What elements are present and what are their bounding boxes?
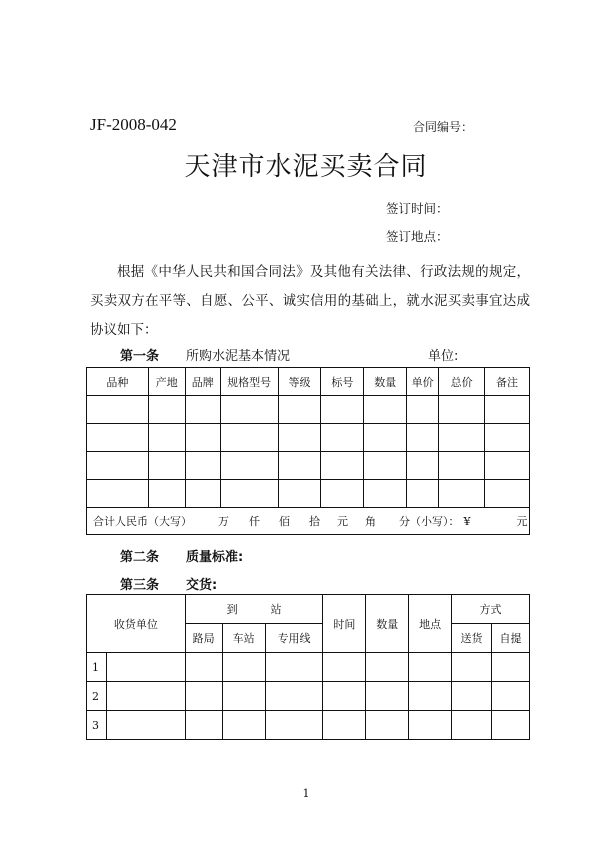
unit-qian: 仟 bbox=[249, 515, 260, 528]
private-line-header: 专用线 bbox=[265, 624, 323, 653]
document-title: 天津市水泥买卖合同 bbox=[184, 152, 428, 182]
table-cell[interactable] bbox=[106, 711, 185, 740]
table-cell[interactable] bbox=[323, 682, 366, 711]
table-cell[interactable] bbox=[321, 480, 364, 508]
row-number: 3 bbox=[87, 711, 107, 740]
table-cell[interactable] bbox=[366, 653, 409, 682]
station-header: 到 站 bbox=[185, 595, 323, 624]
unit-shi: 拾 bbox=[309, 515, 320, 528]
unit-bai: 佰 bbox=[279, 515, 290, 528]
table-cell[interactable] bbox=[452, 711, 492, 740]
quantity-header: 数量 bbox=[366, 595, 409, 653]
total-yuan-suffix: 元 bbox=[516, 515, 528, 528]
table-cell[interactable] bbox=[185, 424, 220, 452]
table-cell[interactable] bbox=[323, 711, 366, 740]
delivery-header: 送货 bbox=[452, 624, 492, 653]
row-number: 1 bbox=[87, 653, 107, 682]
unit-fen: 分 bbox=[399, 515, 410, 528]
delivery-row bbox=[87, 682, 530, 711]
table-cell[interactable] bbox=[220, 452, 278, 480]
pickup-header: 自提 bbox=[491, 624, 529, 653]
table-cell[interactable] bbox=[485, 452, 530, 480]
table-cell[interactable] bbox=[278, 424, 321, 452]
table-cell[interactable] bbox=[364, 424, 407, 452]
table-cell[interactable] bbox=[364, 396, 407, 424]
table-cell[interactable] bbox=[222, 682, 265, 711]
table-cell[interactable] bbox=[491, 682, 529, 711]
table-cell[interactable] bbox=[185, 653, 222, 682]
article-1-title: 所购水泥基本情况 bbox=[186, 349, 291, 364]
table-cell[interactable] bbox=[409, 682, 452, 711]
table-cell[interactable] bbox=[321, 452, 364, 480]
table-cell[interactable] bbox=[407, 480, 439, 508]
table-cell[interactable] bbox=[366, 711, 409, 740]
table-cell[interactable] bbox=[222, 653, 265, 682]
table-cell[interactable] bbox=[278, 452, 321, 480]
article-2-heading bbox=[120, 546, 243, 565]
unit-wan: 万 bbox=[218, 515, 229, 528]
article-2-label: 第二条 bbox=[120, 550, 160, 565]
table-cell[interactable] bbox=[409, 653, 452, 682]
table-cell[interactable] bbox=[439, 480, 485, 508]
table-cell[interactable] bbox=[407, 396, 439, 424]
table-cell[interactable] bbox=[220, 396, 278, 424]
table-cell[interactable] bbox=[321, 396, 364, 424]
table-cell[interactable] bbox=[485, 424, 530, 452]
unit-jiao: 角 bbox=[365, 515, 376, 528]
header-cell: 备注 bbox=[485, 368, 530, 396]
table-cell[interactable] bbox=[220, 480, 278, 508]
station-sub-header: 车站 bbox=[222, 624, 265, 653]
header-cell: 单价 bbox=[407, 368, 439, 396]
table-cell[interactable] bbox=[366, 682, 409, 711]
place-header: 地点 bbox=[409, 595, 452, 653]
sign-time-label: 签订时间： bbox=[386, 201, 449, 216]
header-cell: 总价 bbox=[439, 368, 485, 396]
table-cell[interactable] bbox=[185, 711, 222, 740]
header-cell: 品牌 bbox=[185, 368, 220, 396]
total-cell[interactable] bbox=[87, 508, 530, 535]
table-cell[interactable] bbox=[491, 653, 529, 682]
table-cell[interactable] bbox=[407, 424, 439, 452]
railway-bureau-header: 路局 bbox=[185, 624, 222, 653]
header-cell: 数量 bbox=[364, 368, 407, 396]
header-cell: 产地 bbox=[148, 368, 185, 396]
table-header-row bbox=[87, 368, 530, 396]
table-cell[interactable] bbox=[278, 480, 321, 508]
page-number: 1 bbox=[302, 787, 310, 800]
header-cell: 等级 bbox=[278, 368, 321, 396]
article-2-title: 质量标准: bbox=[186, 550, 244, 565]
table-cell[interactable] bbox=[106, 682, 185, 711]
table-cell[interactable] bbox=[185, 480, 220, 508]
table-cell[interactable] bbox=[407, 452, 439, 480]
method-header: 方式 bbox=[452, 595, 530, 624]
delivery-row bbox=[87, 653, 530, 682]
header-cell: 品种 bbox=[87, 368, 149, 396]
table-cell[interactable] bbox=[278, 396, 321, 424]
time-header: 时间 bbox=[323, 595, 366, 653]
table-cell[interactable] bbox=[491, 711, 529, 740]
table-row bbox=[87, 424, 530, 452]
document-code: JF-2008-042 bbox=[90, 115, 177, 134]
table-cell[interactable] bbox=[485, 396, 530, 424]
article-3-label: 第三条 bbox=[120, 578, 160, 593]
article-3-heading bbox=[120, 574, 217, 593]
table-cell[interactable] bbox=[409, 711, 452, 740]
cement-info-table bbox=[86, 367, 530, 535]
table-cell[interactable] bbox=[452, 682, 492, 711]
table-cell[interactable] bbox=[87, 396, 149, 424]
table-cell[interactable] bbox=[323, 653, 366, 682]
article-3-title: 交货: bbox=[186, 578, 218, 593]
preamble-paragraph: 根据《中华人民共和国合同法》及其他有关法律、行政法规的规定，买卖双方在平等、自愿、公平、诚实信用的基础上，就水泥买卖事宜达成协议如下： bbox=[90, 264, 530, 338]
table-cell[interactable] bbox=[87, 452, 149, 480]
article-1-label: 第一条 bbox=[120, 349, 160, 364]
table-row bbox=[87, 452, 530, 480]
table-cell[interactable] bbox=[87, 424, 149, 452]
header-cell: 规格型号 bbox=[220, 368, 278, 396]
table-cell[interactable] bbox=[265, 711, 323, 740]
currency-symbol: ¥ bbox=[463, 515, 471, 528]
header-cell: 标号 bbox=[321, 368, 364, 396]
table-cell[interactable] bbox=[222, 711, 265, 740]
table-cell[interactable] bbox=[364, 480, 407, 508]
table-cell[interactable] bbox=[148, 396, 185, 424]
table-cell[interactable] bbox=[87, 480, 149, 508]
table-cell[interactable] bbox=[452, 653, 492, 682]
row-number: 2 bbox=[87, 682, 107, 711]
table-cell[interactable] bbox=[265, 653, 323, 682]
table-cell[interactable] bbox=[148, 424, 185, 452]
table-cell[interactable] bbox=[185, 682, 222, 711]
total-row bbox=[87, 508, 530, 535]
table-cell[interactable] bbox=[148, 480, 185, 508]
delivery-row bbox=[87, 711, 530, 740]
table-cell[interactable] bbox=[106, 653, 185, 682]
table-cell[interactable] bbox=[185, 396, 220, 424]
sign-place-label: 签订地点： bbox=[386, 229, 449, 244]
table-cell[interactable] bbox=[439, 424, 485, 452]
delivery-header-row-1 bbox=[87, 595, 530, 624]
article-1-heading bbox=[120, 345, 290, 364]
contract-number-label: 合同编号： bbox=[413, 120, 474, 134]
table-cell[interactable] bbox=[265, 682, 323, 711]
table-cell[interactable] bbox=[439, 396, 485, 424]
table-cell[interactable] bbox=[220, 424, 278, 452]
table-cell[interactable] bbox=[364, 452, 407, 480]
table-cell[interactable] bbox=[148, 452, 185, 480]
table-cell[interactable] bbox=[485, 480, 530, 508]
article-1-unit-label: 单位: bbox=[428, 349, 459, 364]
table-cell[interactable] bbox=[185, 452, 220, 480]
total-lowercase-label: （小写）： bbox=[410, 515, 460, 528]
table-cell[interactable] bbox=[439, 452, 485, 480]
table-row bbox=[87, 396, 530, 424]
table-row bbox=[87, 480, 530, 508]
table-cell[interactable] bbox=[321, 424, 364, 452]
delivery-table bbox=[86, 594, 530, 740]
unit-yuan: 元 bbox=[337, 515, 348, 528]
total-uppercase-label: 合计人民币（大写） bbox=[93, 515, 192, 528]
receiver-header: 收货单位 bbox=[87, 595, 186, 653]
